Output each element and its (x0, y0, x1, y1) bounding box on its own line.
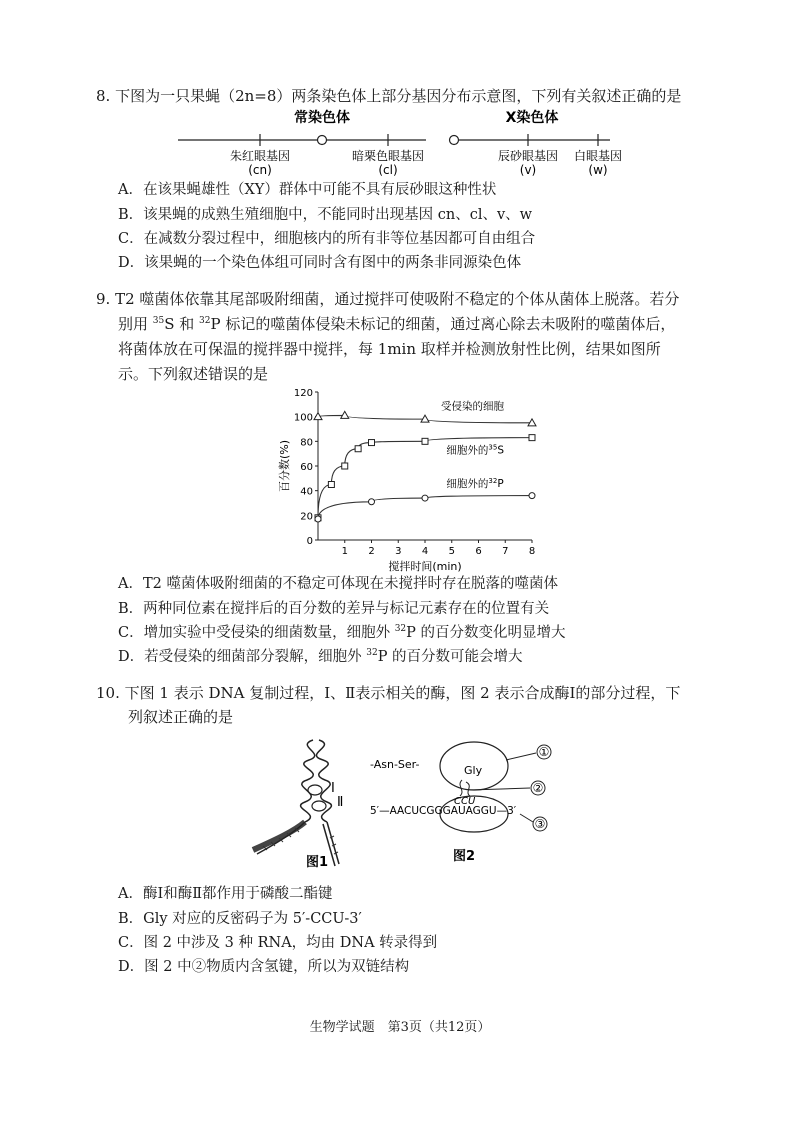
q10-stem-text-1: 下图 1 表示 DNA 复制过程，Ⅰ、Ⅱ表示相关的酶，图 2 表示合成酶Ⅰ的部分过程，下 (124, 684, 681, 702)
x-tick-label: 1 (341, 546, 348, 557)
page-footer: 生物学试题 第3页（共12页） (309, 1020, 491, 1035)
dna-helix (253, 740, 339, 866)
marker-2: ② (532, 781, 544, 795)
enzyme-i-label: Ⅰ (331, 781, 335, 796)
series-label-infected: 受侵染的细胞 (441, 400, 505, 413)
x-tick-label: 8 (528, 546, 536, 557)
autosome-centromere (318, 136, 327, 145)
q9-option-d-text: D．若受侵染的细菌部分裂解，细胞外 (118, 649, 367, 665)
leader-3 (520, 814, 533, 822)
data-point-square (355, 446, 361, 452)
x-tick-label: 4 (421, 546, 429, 557)
q9-option-d (118, 647, 523, 667)
q9-option-a-text: A．T2 噬菌体吸附细菌的不稳定可体现在未搅拌时存在脱落的噬菌体 (118, 576, 558, 592)
q9-option-d-rest: P 的百分数可能会增大 (377, 649, 523, 665)
origin-label: 0 (306, 536, 313, 547)
data-point-circle (529, 493, 535, 499)
q9-option-c-text: C．增加实验中受侵染的细菌数量，细胞外 (118, 625, 395, 641)
figure-2-caption: 图2 (452, 849, 476, 864)
y-tick-label: 100 (293, 412, 313, 424)
data-point-square (529, 435, 535, 441)
q8-option-d: D．该果蝇的一个染色体组可同时含有图中的两条非同源染色体 (118, 255, 522, 271)
q10-option-a: A．酶Ⅰ和酶Ⅱ都作用于磷酸二酯键 (118, 886, 333, 902)
q8-stem (96, 86, 681, 106)
q10-option-d: D．图 2 中②物质内含氢键，所以为双链结构 (118, 959, 410, 975)
q8-stem-text: 下图为一只果蝇（2n=8）两条染色体上部分基因分布示意图，下列有关叙述正确的是 (115, 87, 682, 105)
q10-stem-line-1 (96, 683, 680, 703)
series-label-32p: 细胞外的$^{32}$P (446, 476, 504, 490)
y-tick-label: 80 (300, 437, 313, 449)
y-axis-label: 百分数(%) (278, 439, 291, 493)
q9-option-c (118, 623, 566, 643)
glycine-label: Gly (464, 764, 483, 777)
autosome-label: 常染色体 (294, 110, 350, 126)
data-point-circle (315, 516, 321, 522)
gene-cn-name: 朱红眼基因 (229, 149, 291, 163)
marker-3: ③ (534, 817, 546, 831)
gene-w-symbol: (w) (588, 163, 608, 177)
data-point-square (342, 463, 348, 469)
q10-option-b: B．Gly 对应的反密码子为 5′-CCU-3′ (118, 911, 362, 927)
x-tick-label: 3 (395, 546, 402, 557)
figure-1-caption: 图1 (305, 855, 329, 870)
enzyme-ii-label: Ⅱ (337, 795, 344, 810)
radioactivity-chart (270, 384, 570, 574)
q9-option-d-sup: 32 (366, 648, 378, 658)
gene-cn-symbol: (cn) (248, 163, 272, 177)
mrna-sequence: 5′—AACUCGGGAUAGGU—3′ (370, 805, 517, 817)
data-point-square (422, 438, 428, 444)
data-point-circle (422, 495, 428, 501)
data-point-square (369, 440, 375, 446)
q9-option-b (118, 599, 549, 619)
q9-stem-line-4: 示。下列叙述错误的是 (118, 365, 269, 383)
q9-stem-line-1 (96, 289, 679, 309)
data-point-circle (369, 499, 375, 505)
q9-stem-text-1: T2 噬菌体依靠其尾部吸附细菌，通过搅拌可使吸附不稳定的个体从菌体上脱落。若分 (115, 290, 680, 308)
gene-cl-name: 暗栗色眼基因 (351, 149, 425, 163)
enzyme-ii (312, 801, 326, 811)
x-axis-label: 搅拌时间(min) (388, 560, 462, 573)
gene-v-symbol: (v) (519, 163, 537, 177)
q9-stem-line-3: 将菌体放在可保温的搅拌器中搅拌，每 1min 取样并检测放射性比例，结果如图所 (118, 340, 661, 358)
x-tick-label: 7 (502, 546, 509, 557)
y-tick-label: 40 (300, 486, 313, 498)
figure-2-translation (370, 740, 560, 868)
y-tick-label: 60 (300, 462, 313, 473)
q8-option-c: C．在减数分裂过程中，细胞核内的所有非等位基因都可自由组合 (118, 231, 536, 247)
q10-number: 10. (96, 684, 120, 702)
peptide-chain: -Asn-Ser- (370, 758, 420, 771)
q9-stem2-s-sup: 35 (152, 316, 165, 326)
q9-stem2-p-sup: 32 (199, 316, 211, 326)
gene-cl-symbol: (cl) (378, 163, 398, 177)
x-tick-label: 2 (368, 546, 375, 557)
figure-1-dna-replication (235, 732, 375, 872)
q9-option-b-text: B．两种同位素在搅拌后的百分数的差异与标记元素存在的位置有关 (118, 601, 550, 617)
q8-option-b: B．该果蝇的成熟生殖细胞中，不能同时出现基因 cn、cl、v、w (118, 207, 533, 223)
x-chromosome-label: X染色体 (505, 110, 559, 126)
trna (460, 780, 470, 796)
q10-stem-line-2: 列叙述正确的是 (128, 708, 234, 726)
q8-option-a: A．在该果蝇雄性（XY）群体中可能不具有辰砂眼这种性状 (118, 182, 497, 198)
y-tick-label: 20 (300, 511, 313, 523)
x-tick-label: 5 (448, 546, 455, 557)
leader-2 (470, 788, 530, 790)
gene-v-name: 辰砂眼基因 (497, 149, 559, 163)
q10-option-c: C．图 2 中涉及 3 种 RNA，均由 DNA 转录得到 (118, 935, 438, 951)
q9-option-c-sup: 32 (394, 624, 407, 634)
marker-1: ① (538, 745, 550, 759)
enzyme-i (308, 785, 322, 795)
anticodon-label: CCU (454, 796, 476, 807)
chromosome-diagram (170, 106, 640, 178)
q9-number: 9. (96, 290, 111, 308)
q9-stem-line-2 (118, 314, 675, 334)
leader-1 (506, 753, 536, 760)
gene-w-name: 白眼基因 (573, 149, 623, 163)
x-centromere (450, 136, 459, 145)
q9-stem2-c: P 标记的噬菌体侵染未标记的细菌，通过离心除去未吸附的噬菌体后， (210, 315, 676, 333)
q9-stem2-a: 别用 (118, 315, 153, 333)
series-label-35s: 细胞外的$^{35}$S (446, 443, 504, 457)
data-point-square (328, 482, 334, 488)
x-tick-label: 6 (475, 546, 482, 557)
q9-option-c-rest: P 的百分数变化明显增大 (406, 625, 566, 641)
q9-option-a (118, 574, 558, 594)
q8-number: 8. (96, 87, 111, 105)
y-tick-label: 120 (293, 388, 313, 399)
q9-stem2-b: S 和 (164, 315, 200, 333)
